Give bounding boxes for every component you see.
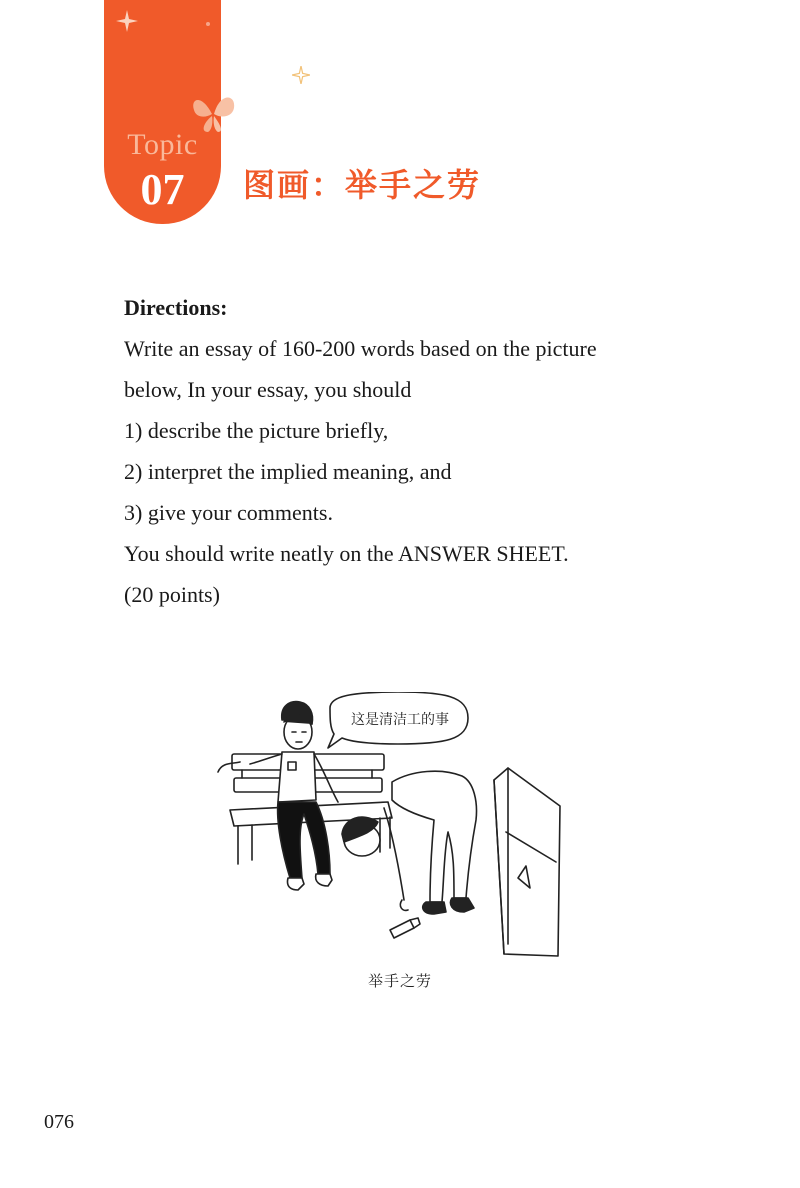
directions-line: (20 points) [124, 582, 220, 607]
directions-line: 3) give your comments. [124, 500, 333, 525]
dot-decoration [206, 22, 210, 26]
topic-label: Topic [127, 128, 198, 161]
page-title: 图画：举手之劳 [243, 166, 482, 204]
illustration-caption: 举手之劳 [367, 972, 432, 990]
cartoon-illustration [212, 692, 582, 964]
directions-line: 2) interpret the implied meaning, and [124, 459, 452, 484]
speech-bubble-text: 这是清洁工的事 [351, 712, 449, 728]
directions-line: Write an essay of 160-200 words based on the picture [124, 336, 597, 361]
directions-line: below, In your essay, you should [124, 377, 412, 402]
bottle [390, 918, 420, 938]
directions-heading: Directions: [124, 295, 228, 320]
trash-bin [494, 768, 560, 956]
directions-line: 1) describe the picture briefly, [124, 418, 389, 443]
sparkle-icon [292, 66, 310, 84]
sparkle-icon [116, 10, 138, 32]
topic-number: 07 [140, 165, 185, 214]
directions-block [124, 287, 744, 615]
page-number: 076 [44, 1111, 74, 1133]
butterfly-icon [190, 92, 238, 136]
directions-line: You should write neatly on the ANSWER SHEET. [124, 541, 569, 566]
sitting-boy [250, 702, 338, 890]
